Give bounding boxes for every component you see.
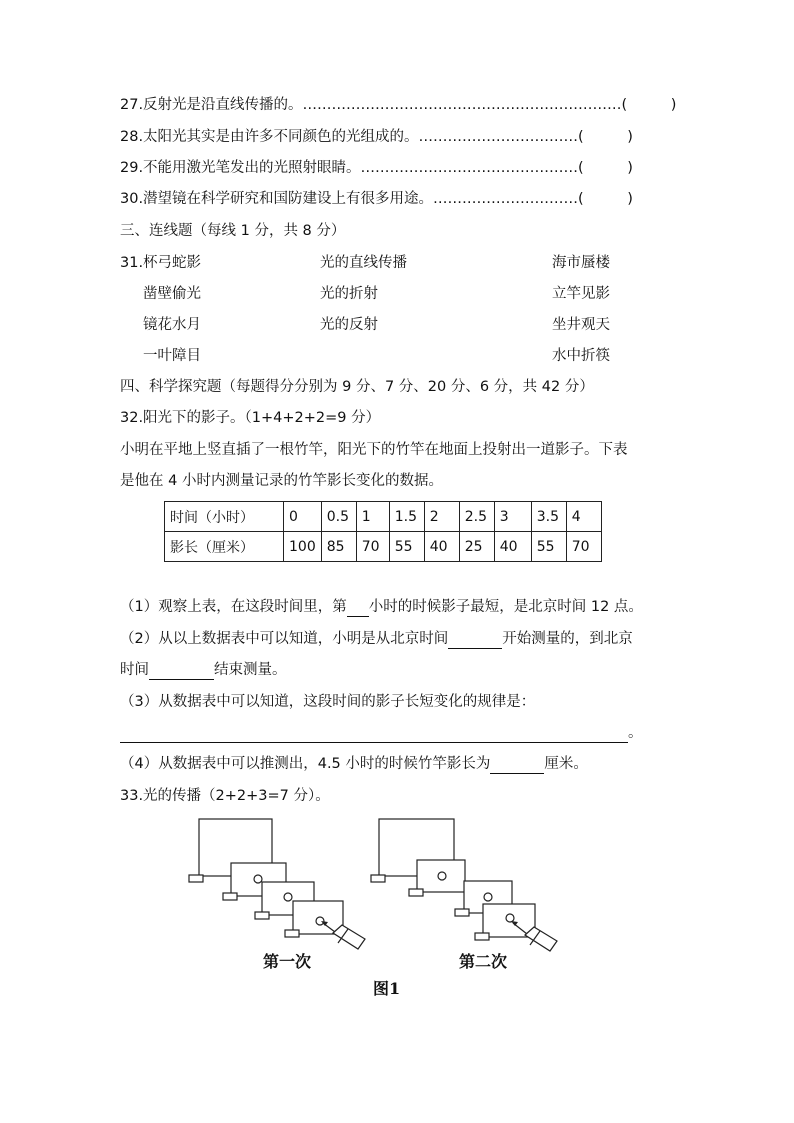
match-middle-item: 光的反射 xyxy=(320,317,378,333)
section-3-title: 三、连线题（每线 1 分，共 8 分） xyxy=(120,223,346,239)
sub-question-3: （3）从数据表中可以知道，这段时间的影子长短变化的规律是： xyxy=(120,694,536,710)
card-hole xyxy=(438,872,446,880)
card-stand xyxy=(455,909,469,916)
answer-blank[interactable] xyxy=(149,663,214,680)
table-cell: 1 xyxy=(356,502,389,532)
table-cell: 0.5 xyxy=(321,502,356,532)
light-experiment-figure-second xyxy=(367,815,567,955)
question-30: 30.潜望镜在科学研究和国防建设上有很多用途。…………………………( ) xyxy=(120,191,633,207)
table-cell: 40 xyxy=(424,532,459,562)
answer-blank[interactable] xyxy=(120,726,628,743)
table-cell: 2.5 xyxy=(459,502,494,532)
light-experiment-figure-first xyxy=(185,815,380,955)
table-cell: 3.5 xyxy=(531,502,566,532)
question-29: 29.不能用激光笔发出的光照射眼睛。………………………………………( ) xyxy=(120,160,633,176)
card-hole xyxy=(316,917,324,925)
table-cell: 100 xyxy=(284,532,322,562)
table-cell: 3 xyxy=(494,502,531,532)
card-stand xyxy=(285,930,299,937)
question-text: 厘米。 xyxy=(544,756,588,772)
match-left-item: 一叶障目 xyxy=(143,348,201,364)
table-cell: 2 xyxy=(424,502,459,532)
match-right-item: 海市蜃楼 xyxy=(552,255,610,271)
card-stand xyxy=(255,912,269,919)
flashlight xyxy=(525,927,557,951)
question-text: 开始测量的，到北京 xyxy=(502,631,633,647)
sub-question-2 xyxy=(120,629,633,649)
match-left-item: 31.杯弓蛇影 xyxy=(120,255,202,271)
table-cell: 40 xyxy=(494,532,531,562)
table-cell: 1.5 xyxy=(389,502,424,532)
card-stand xyxy=(223,893,237,900)
question-text: 。 xyxy=(628,725,643,741)
question-text: （4）从数据表中可以推测出，4.5 小时的时候竹竿影长为 xyxy=(120,756,491,772)
figure-label-first: 第一次 xyxy=(263,952,312,971)
card-stand xyxy=(475,933,489,940)
question-33-title: 33.光的传播（2+2+3=7 分）。 xyxy=(120,788,330,804)
match-middle-item: 光的直线传播 xyxy=(320,255,407,271)
card-hole xyxy=(284,893,292,901)
table-cell: 25 xyxy=(459,532,494,562)
table-cell: 85 xyxy=(321,532,356,562)
card-hole xyxy=(484,893,492,901)
question-32-intro: 小明在平地上竖直插了一根竹竿，阳光下的竹竿在地面上投射出一道影子。下表 xyxy=(120,442,628,458)
table-cell: 影长（厘米） xyxy=(165,532,284,562)
sub-question-2-cont xyxy=(120,660,287,680)
sub-question-1 xyxy=(120,597,643,617)
table-row xyxy=(165,532,602,562)
board-stand xyxy=(189,875,203,882)
question-27: 27.反射光是沿直线传播的。…………………………………………………………( ) xyxy=(120,97,677,113)
answer-blank[interactable] xyxy=(448,632,502,649)
question-32-intro: 是他在 4 小时内测量记录的竹竿影长变化的数据。 xyxy=(120,473,443,489)
table-cell: 0 xyxy=(284,502,322,532)
question-32-title: 32.阳光下的影子。（1+4+2+2=9 分） xyxy=(120,410,381,426)
match-left-item: 凿壁偷光 xyxy=(143,286,201,302)
card-hole xyxy=(254,875,262,883)
answer-blank[interactable] xyxy=(347,600,369,617)
question-28: 28.太阳光其实是由许多不同颜色的光组成的。……………………………( ) xyxy=(120,129,633,145)
card-stand xyxy=(409,889,423,896)
match-left-item: 镜花水月 xyxy=(143,317,201,333)
table-row xyxy=(165,502,602,532)
answer-blank[interactable] xyxy=(490,757,544,774)
match-middle-item: 光的折射 xyxy=(320,286,378,302)
figure-label-second: 第二次 xyxy=(459,952,508,971)
figure-caption: 图1 xyxy=(373,979,401,998)
card-hole xyxy=(506,914,514,922)
match-right-item: 水中折筷 xyxy=(552,348,610,364)
section-4-title: 四、科学探究题（每题得分分别为 9 分、7 分、20 分、6 分，共 42 分） xyxy=(120,379,594,395)
sub-question-3-answer-line xyxy=(120,723,643,743)
shadow-data-table xyxy=(164,501,602,562)
table-cell: 55 xyxy=(389,532,424,562)
board-stand xyxy=(371,875,385,882)
table-cell: 时间（小时） xyxy=(165,502,284,532)
table-cell: 55 xyxy=(531,532,566,562)
match-right-item: 立竿见影 xyxy=(552,286,610,302)
question-text: 时间 xyxy=(120,662,149,678)
question-text: 小时的时候影子最短，是北京时间 12 点。 xyxy=(368,599,643,615)
sub-question-4 xyxy=(120,754,588,774)
question-text: （1）观察上表，在这段时间里，第 xyxy=(120,599,347,615)
table-cell: 4 xyxy=(566,502,601,532)
table-cell: 70 xyxy=(356,532,389,562)
flashlight xyxy=(333,925,365,949)
question-text: （2）从以上数据表中可以知道，小明是从北京时间 xyxy=(120,631,449,647)
question-text: 结束测量。 xyxy=(214,662,287,678)
match-right-item: 坐井观天 xyxy=(552,317,610,333)
table-cell: 70 xyxy=(566,532,601,562)
